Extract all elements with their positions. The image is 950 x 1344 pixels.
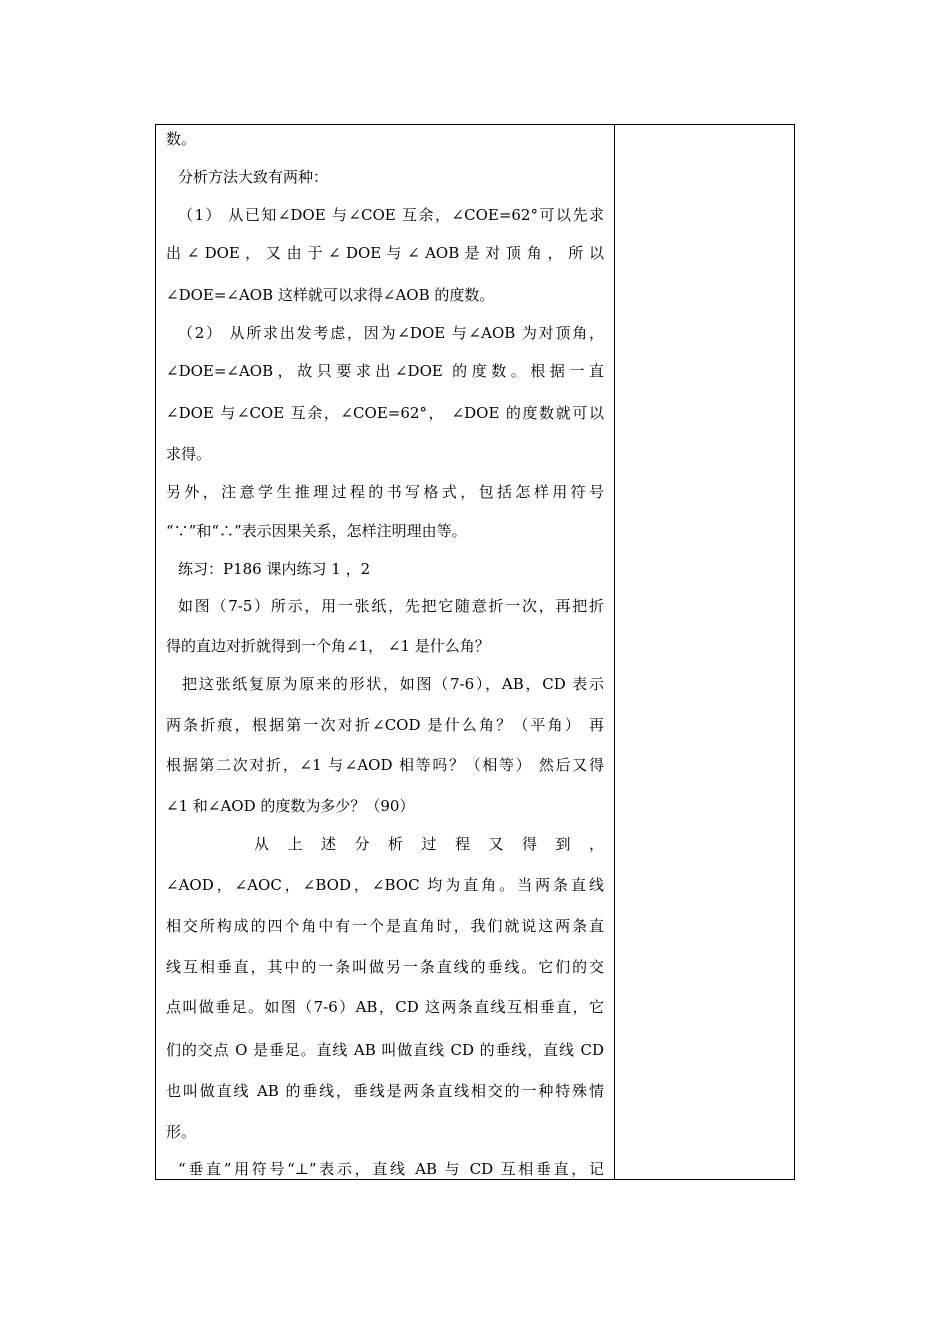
text-line: 如图（7-5）所示，用一张纸，先把它随意折一次，再把折: [178, 597, 604, 615]
text-line: 两条折痕，根据第一次对折∠COD 是什么角？（平角） 再: [166, 716, 604, 734]
text-line: 们的交点 O 是垂足。直线 AB 叫做直线 CD 的垂线，直线 CD: [166, 1041, 604, 1059]
text-line: 分析方法大致有两种：: [178, 168, 329, 186]
text-line: 线互相垂直，其中的一条叫做另一条直线的垂线。它们的交: [166, 958, 604, 976]
text-line: 也叫做直线 AB 的垂线，垂线是两条直线相交的一种特殊情: [166, 1082, 604, 1100]
text-line: ∠1 和∠AOD 的度数为多少？（90）: [166, 797, 415, 815]
text-line: 形。: [166, 1123, 197, 1141]
notes-cell: [615, 125, 795, 1179]
text-line: 另外，注意学生推理过程的书写格式，包括怎样用符号: [166, 483, 604, 501]
text-line: （2） 从所求出发考虑，因为∠DOE 与∠AOB 为对顶角，: [178, 324, 604, 342]
text-line: 根据第二次对折，∠1 与∠AOD 相等吗？（相等） 然后又得: [166, 756, 604, 774]
text-line: “垂直”用符号“⊥”表示，直线 AB 与 CD 互相垂直，记: [178, 1160, 604, 1178]
text-line: 得的直边对折就得到一个角∠1， ∠1 是什么角？: [166, 637, 490, 655]
text-line: （1） 从已知∠DOE 与∠COE 互余，∠COE=62°可以先求: [178, 206, 604, 224]
text-line: 点叫做垂足。如图（7-6）AB，CD 这两条直线互相垂直，它: [166, 998, 604, 1016]
text-line: 练习：P186 课内练习 1 ，2: [178, 560, 371, 578]
text-line: 把这张纸复原为原来的形状，如图（7-6），AB，CD 表示: [182, 675, 604, 693]
content-table: [155, 124, 795, 1180]
text-line: 求得。: [166, 445, 212, 463]
text-line: 出 ∠ DOE ， 又 由 于 ∠ DOE 与 ∠ AOB 是 对 顶 角 ， 所 以: [166, 244, 604, 262]
text-line: ∠DOE 与∠COE 互余，∠COE=62°， ∠DOE 的度数就可以: [166, 404, 604, 422]
text-line: ∠DOE=∠AOB 这样就可以求得∠AOB 的度数。: [166, 286, 495, 304]
text-line: ∠AOD，∠AOC，∠BOD，∠BOC 均为直角。当两条直线: [166, 876, 604, 894]
text-line: 相交所构成的四个角中有一个是直角时，我们就说这两条直: [166, 917, 604, 935]
text-line: 从 上 述 分 析 过 程 又 得 到 ，: [254, 835, 604, 853]
text-line: 数。: [166, 130, 197, 148]
text-line: “∵”和“∴”表示因果关系，怎样注明理由等。: [166, 522, 467, 540]
text-line: ∠DOE=∠AOB，故只要求出∠DOE 的度数。根据一直: [166, 362, 604, 380]
